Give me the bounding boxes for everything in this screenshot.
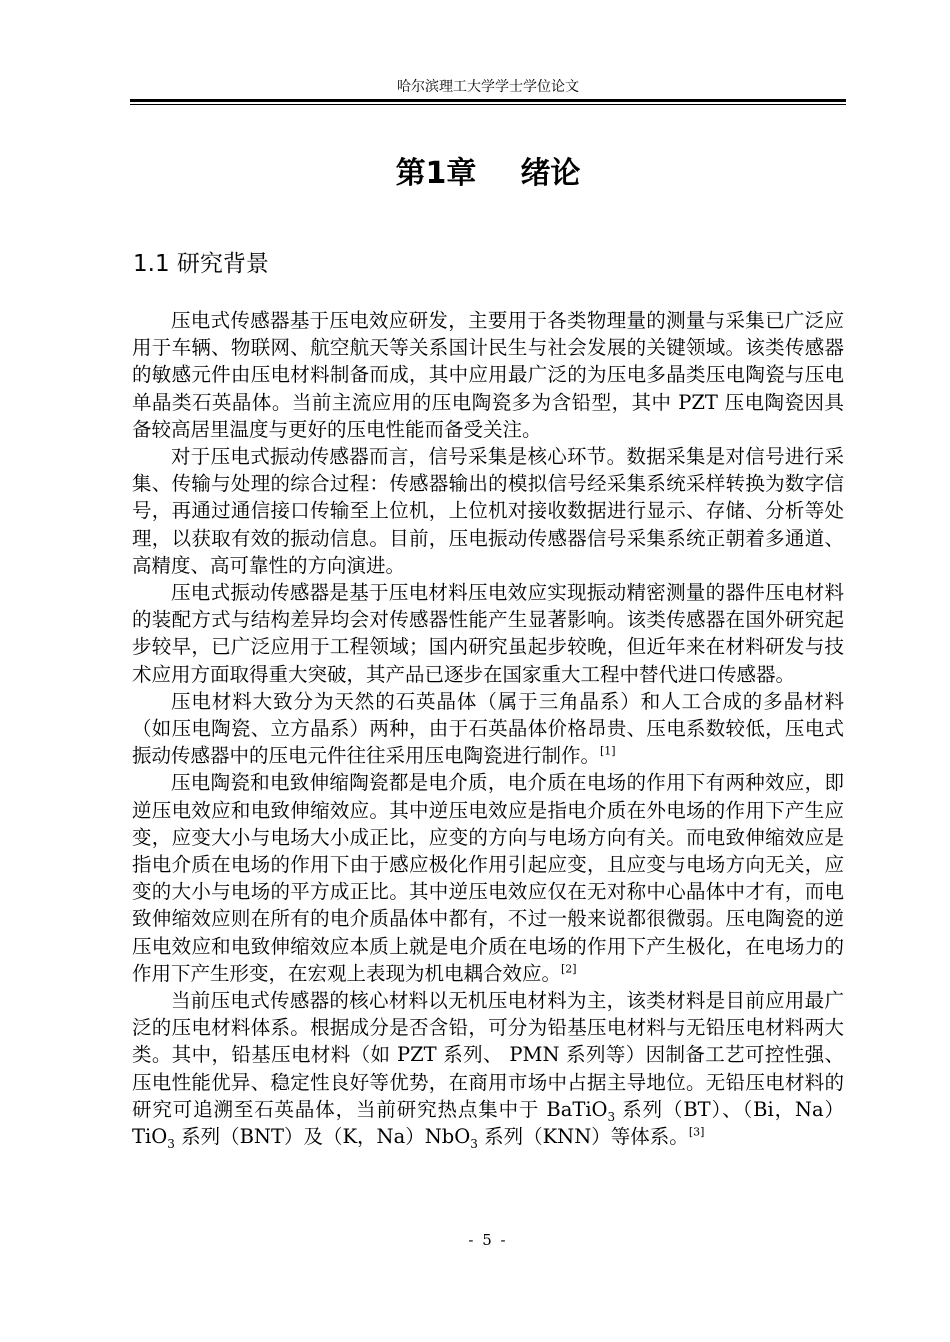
paragraph: 压电式传感器基于压电效应研发，主要用于各类物理量的测量与采集已广泛应用于车辆、物联网、航空航天等关系国计民生与社会发展的关键领域。该类传感器的敏感元件由压电材料制备而成，其中应用最广泛的为压电多晶类压电陶瓷与压电单晶类石英晶体。当前主流应用的压电陶瓷多为含铅型，其中 PZT 压电陶瓷因具备较高居里温度与更好的压电性能而备受关注。	[132, 309, 844, 441]
subscript: 3	[607, 1109, 616, 1124]
chapter-title: 绪论	[520, 156, 581, 191]
page-number: - 5 -	[468, 1231, 508, 1249]
subscript: 3	[470, 1136, 478, 1151]
citation: [1]	[600, 744, 616, 758]
running-header: 哈尔滨理工大学学士学位论文	[397, 79, 579, 95]
subscript: 3	[167, 1136, 175, 1151]
citation: [2]	[561, 962, 577, 976]
body-text	[132, 307, 844, 1150]
paragraph: 对于压电式振动传感器而言，信号采集是核心环节。数据采集是对信号进行采集、传输与处理的综合过程：传感器输出的模拟信号经采集系统采样转换为数字信号，再通过通信接口传输至上位机，上位机对接收数据进行显示、存储、分析等处理，以获取有效的振动信息。目前，压电振动传感器信号采集系统正朝着多通道、高精度、高可靠性的方向演进。	[132, 445, 844, 577]
chapter-number: 第1章	[395, 156, 477, 191]
header-rule-thick	[130, 99, 846, 102]
paragraph: 压电陶瓷和电致伸缩陶瓷都是电介质，电介质在电场的作用下有两种效应，即逆压电效应和电致伸缩效应。其中逆压电效应是指电介质在外电场的作用下产生应变，应变大小与电场大小成正比，应变的方向与电场方向有关。而电致伸缩效应是指电介质在电场的作用下由于感应极化作用引起应变，且应变与电场方向无关，应变的大小与电场的平方成正比。其中逆压电效应仅在无对称中心晶体中才有，而电致伸缩效应则在所有的电介质晶体中都有，不过一般来说都很微弱。压电陶瓷的逆压电效应和电致伸缩效应本质上就是电介质在电场的作用下产生极化，在电场力的作用下产生形变，在宏观上表现为机电耦合效应。[2]	[132, 771, 844, 985]
paragraph: 压电式振动传感器是基于压电材料压电效应实现振动精密测量的器件压电材料的装配方式与结构差异均会对传感器性能产生显著影响。该类传感器在国外研究起步较早，已广泛应用于工程领域；国内研究虽起步较晚，但近年来在材料研发与技术应用方面取得重大突破，其产品已逐步在国家重大工程中替代进口传感器。	[132, 581, 844, 686]
paragraph: 压电材料大致分为天然的石英晶体（属于三角晶系）和人工合成的多晶材料（如压电陶瓷、立方晶系）两种，由于石英晶体价格昂贵、压电系数较低，压电式振动传感器中的压电元件往往采用压电陶瓷进行制作。[1]	[132, 689, 844, 768]
section-heading: 1.1 研究背景	[133, 251, 269, 277]
paragraph: 当前压电式传感器的核心材料以无机压电材料为主，该类材料是目前应用最广泛的压电材料体系。根据成分是否含铅，可分为铅基压电材料与无铅压电材料两大类。其中，铅基压电材料（如 PZT 系列、 PMN 系列等）因制备工艺可控性强、压电性能优异、稳定性良好等优势，在商用市场中占据主导地位。无铅压电材料的研究可追溯至石英晶体，当前研究热点集中于 BaTiO$_3$ 系列（BT）、（Bi，Na）TiO$_3$ 系列（BNT）及（K，Na）NbO$_3$ 系列（KNN）等体系。[3]	[132, 989, 844, 1151]
chapter-heading	[130, 152, 846, 196]
citation: [3]	[688, 1125, 705, 1139]
header-rule-thin	[130, 104, 846, 105]
